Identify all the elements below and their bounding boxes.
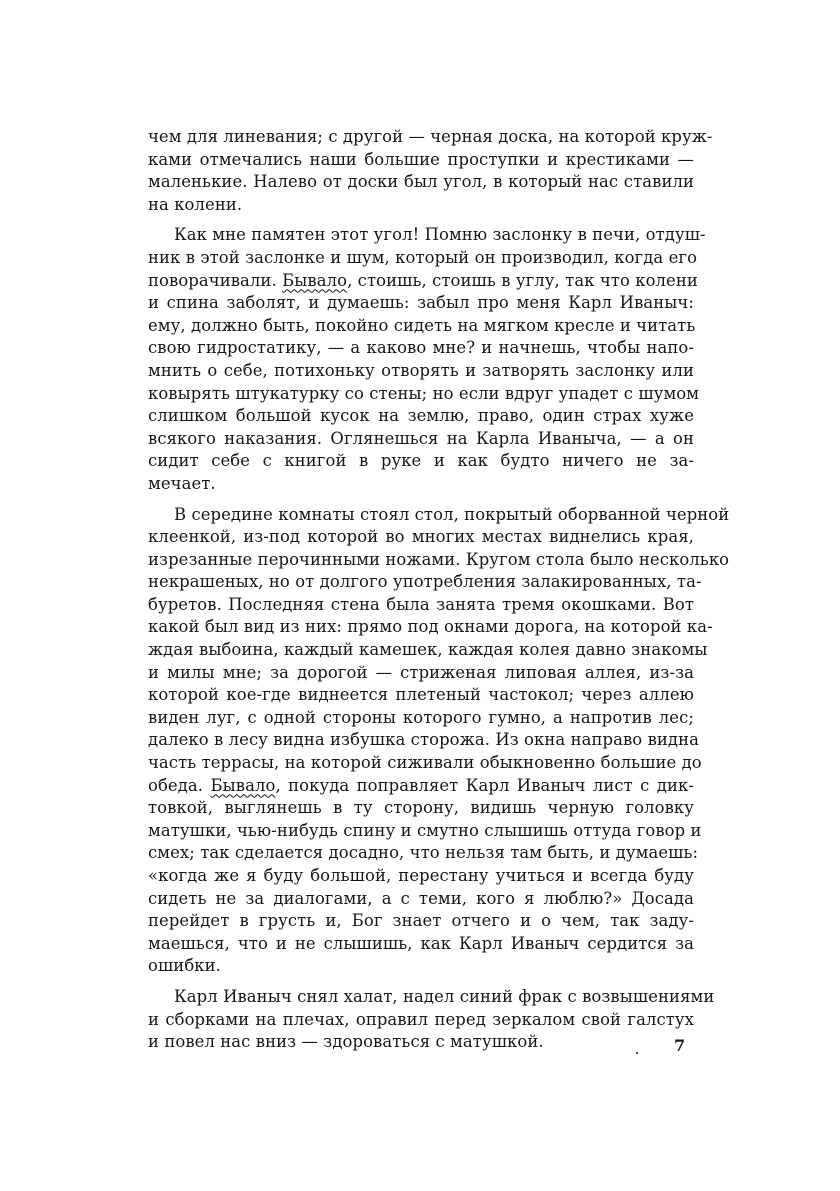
- text-line: «когда же я буду большой, перестану учиться и всегда буду: [148, 866, 694, 885]
- text-line: маешься, что и не слышишь, как Карл Иваныч сердится за: [148, 933, 694, 953]
- text-fragment: , стоишь, стоишь в углу, так что колени: [347, 270, 698, 290]
- text-line: изрезанные перочинными ножами. Кругом стола было несколько: [148, 549, 730, 569]
- text-line: сидеть не за диалогами, а с теми, кого я люблю?» Досада: [148, 888, 694, 908]
- text-line: клеенкой, из-под которой во многих местах виднелись края,: [148, 527, 694, 547]
- text-fragment: , покуда поправляет Карл Иваныч лист с дик-: [275, 775, 695, 795]
- text-line: и спина заболят, и думаешь: забыл про меня Карл Иваныч:: [148, 293, 694, 313]
- text-line: мнить о себе, потихоньку отворять и затворять заслонку или: [148, 360, 694, 380]
- text-line: виден луг, с одной стороны которого гумно, а напротив лес;: [148, 707, 694, 727]
- text-line: [148, 775, 694, 798]
- text-line: смех; так сделается досадно, что нельзя там быть, и думаешь:: [148, 843, 699, 863]
- text-line: на колени.: [148, 194, 243, 214]
- text-line: матушки, чью-нибудь спину и смутно слышишь оттуда говор и: [148, 820, 702, 840]
- underlined-word: Бывало: [210, 775, 276, 795]
- text-line: ковырять штукатурку со стены; но если вдруг упадет с шумом: [148, 383, 700, 403]
- text-line: ками отмечались наши большие проступки и крестиками —: [148, 149, 694, 169]
- text-line: ошибки.: [148, 956, 221, 976]
- text-line: и милы мне; за дорогой — стриженая липовая аллея, из-за: [148, 662, 694, 682]
- text-line: всякого наказания. Оглянешься на Карла Иваныча, — а он: [148, 428, 694, 448]
- page-number: 7: [674, 1036, 686, 1055]
- text-line: Карл Иваныч снял халат, надел синий фрак с возвышениями: [174, 986, 715, 1006]
- text-line: Как мне памятен этот угол! Помню заслонку в печи, отдуш-: [174, 225, 706, 245]
- text-line: далеко в лесу видна избушка сторожа. Из окна направо видна: [148, 730, 700, 750]
- text-line: которой кое-где виднеется плетеный частокол; через аллею: [148, 685, 694, 705]
- text-line: маленькие. Налево от доски был угол, в который нас ставили: [148, 172, 694, 192]
- print-speck: [636, 1052, 638, 1054]
- text-line: и сборками на плечах, оправил перед зеркалом свой галстух: [148, 1009, 694, 1029]
- text-line: товкой, выглянешь в ту сторону, видишь черную головку: [148, 798, 694, 818]
- text-fragment: обеда.: [148, 775, 204, 795]
- text-line: ему, должно быть, покойно сидеть на мягком кресле и читать: [148, 315, 696, 335]
- text-line: ник в этой заслонке и шум, который он производил, когда его: [148, 247, 698, 267]
- page-text: [148, 126, 730, 1062]
- text-line: какой был вид из них: прямо под окнами дорога, на которой ка-: [148, 617, 713, 637]
- text-fragment: поворачивали.: [148, 270, 277, 290]
- text-line: некрашеных, но от долгого употребления залакированных, та-: [148, 572, 702, 592]
- text-line: В середине комнаты стоял стол, покрытый оборванной черной: [174, 504, 730, 524]
- paragraph-4: [148, 986, 715, 1054]
- paragraph-2: [148, 224, 706, 495]
- text-line: мечает.: [148, 473, 216, 493]
- text-line: свою гидростатику, — а каково мне? и начнешь, чтобы напо-: [148, 338, 694, 358]
- text-line: чем для линевания; с другой — черная доска, на которой круж-: [148, 127, 713, 146]
- text-line: ждая выбоина, каждый камешек, каждая колея давно знакомы: [148, 640, 708, 660]
- text-line: слишком большой кусок на землю, право, один страх хуже: [148, 406, 694, 426]
- text-line: перейдет в грусть и, Бог знает отчего и о чем, так заду-: [148, 911, 694, 931]
- paragraph-1: [148, 126, 713, 216]
- text-line: [148, 270, 698, 293]
- text-line: буретов. Последняя стена была занята тремя окошками. Вот: [148, 594, 694, 614]
- text-line: часть террасы, на которой сиживали обыкновенно большие до: [148, 753, 702, 773]
- underlined-word: Бывало: [282, 270, 348, 290]
- text-line: и повел нас вниз — здороваться с матушкой.: [148, 1032, 544, 1052]
- text-line: сидит себе с книгой в руке и как будто ничего не за-: [148, 451, 694, 471]
- paragraph-3: [148, 504, 730, 978]
